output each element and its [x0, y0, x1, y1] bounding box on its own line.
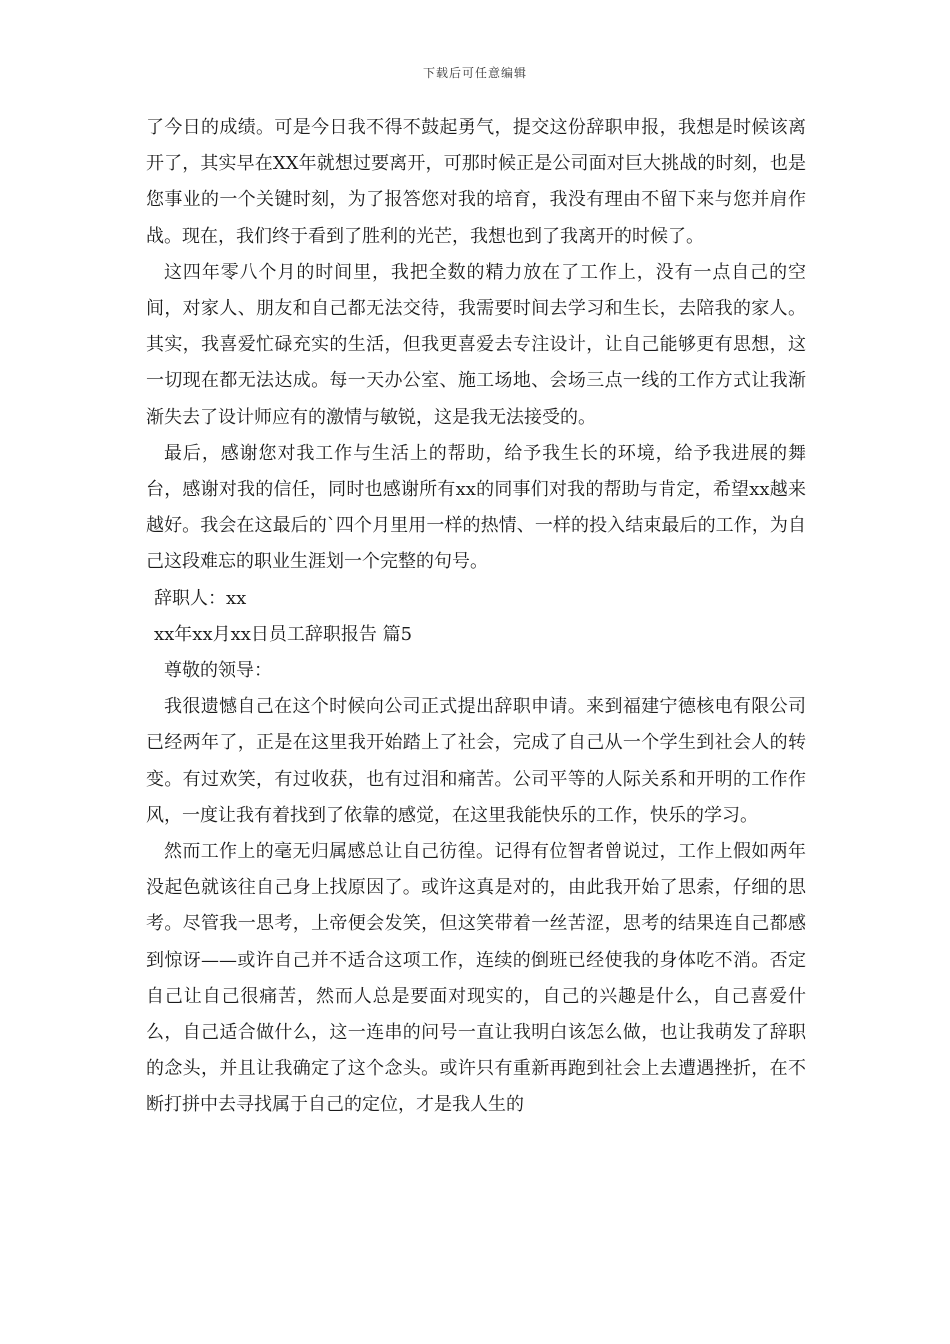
section-title: xx年xx月xx日员工辞职报告 篇5: [154, 623, 413, 645]
paragraph-time-spent: 这四年零八个月的时间里，我把全数的精力放在了工作上，没有一点自己的空间，对家人、朋友和自己都无法交待，我需要时间去学习和生长，去陪我的家人。其实，我喜爱忙碌充实的生活，但我更喜爱去专注设计，让自己能够更有思想，这一切现在都无法达成。每一天办公室、施工场地、会场三点一线的工作方式让我渐渐失去了设计师应有的激情与敏锐，这是我无法接受的。: [146, 261, 806, 428]
paragraph-continuation: 了今日的成绩。可是今日我不得不鼓起勇气，提交这份辞职申报，我想是时候该离开了，其实早在XX年就想过要离开，可那时候正是公司面对巨大挑战的时刻，也是您事业的一个关键时刻，为了报答您对我的培育，我没有理由不留下来与您并肩作战。现在，我们终于看到了胜利的光芒，我想也到了我离开的时候了。: [146, 117, 806, 247]
salutation: 尊敬的领导：: [164, 660, 272, 682]
paragraph-thanks: 最后，感谢您对我工作与生活上的帮助，给予我生长的环境，给予我进展的舞台，感谢对我的信任，同时也感谢所有xx的同事们对我的帮助与肯定，希望xx越来越好。我会在这最后的`四个月里用一样的热情、一样的投入结束最后的工作，为自己这段难忘的职业生涯划一个完整的句号。: [146, 442, 806, 573]
signature-line: 辞职人：xx: [154, 587, 247, 609]
paragraph-reflection: 然而工作上的毫无归属感总让自己彷徨。记得有位智者曾说过，工作上假如两年没起色就该往自己身上找原因了。或许这真是对的，由此我开始了思索，仔细的思考。尽管我一思考，上帝便会发笑，但这笑带着一丝苦涩，思考的结果连自己都感到惊讶——或许自己并不适合这项工作，连续的倒班已经使我的身体吃不消。否定自己让自己很痛苦，然而人总是要面对现实的，自己的兴趣是什么，自己喜爱什么，自己适合做什么，这一连串的问号一直让我明白该怎么做，也让我萌发了辞职的念头，并且让我确定了这个念头。或许只有重新再跑到社会上去遭遇挫折，在不断打拼中去寻找属于自己的定位，才是我人生的: [146, 841, 806, 1116]
page-header: 下载后可任意编辑: [422, 66, 527, 80]
paragraph-resignation-intro: 我很遗憾自己在这个时候向公司正式提出辞职申请。来到福建宁德核电有限公司已经两年了，正是在这里我开始踏上了社会，完成了自己从一个学生到社会人的转变。有过欢笑，有过收获，也有过泪和痛苦。公司平等的人际关系和开明的工作作风，一度让我有着找到了依靠的感觉，在这里我能快乐的工作，快乐的学习。: [146, 696, 806, 826]
document-body: [146, 110, 806, 1124]
